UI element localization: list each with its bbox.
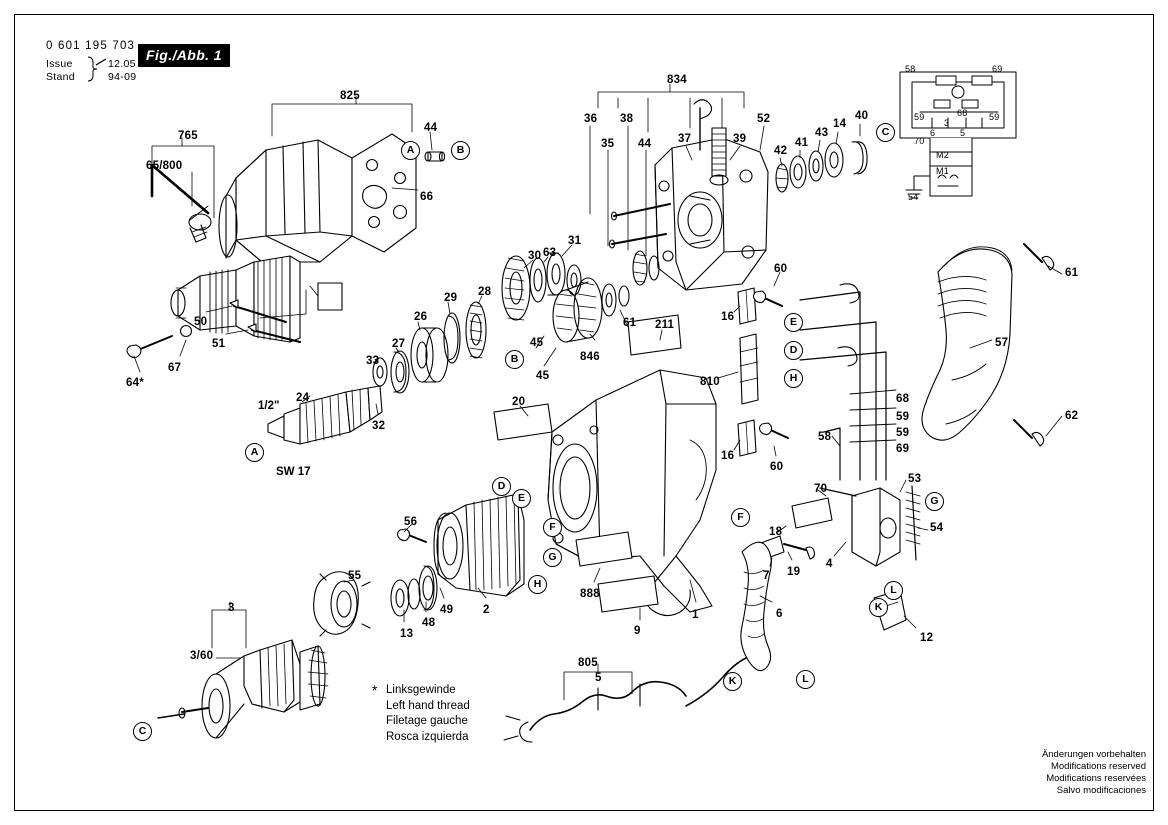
callout-letter-g: G [543, 548, 562, 567]
footnote-line-de: Linksgewinde [386, 684, 456, 696]
callout-765: 765 [178, 130, 198, 142]
schematic-pin-5: 5 [960, 128, 966, 138]
left-hand-thread-note [372, 682, 470, 745]
schematic-pin-6: 6 [930, 128, 936, 138]
schematic-label-68: 68 [957, 108, 968, 118]
callout-63: 63 [543, 247, 557, 259]
callout-48: 48 [422, 617, 436, 629]
spindle-assembly [268, 386, 382, 444]
fan-cover-and-washers [314, 566, 437, 636]
callout-61: 61 [623, 317, 637, 329]
callout-12: 12 [920, 632, 934, 644]
wiring-schematic [900, 72, 1016, 198]
callout-810: 810 [700, 376, 720, 388]
callout-211: 211 [655, 319, 675, 331]
callout-28: 28 [478, 286, 492, 298]
label-sw17: SW 17 [276, 466, 311, 478]
schematic-label-69: 69 [992, 64, 1003, 74]
callout-letter-l: L [796, 670, 815, 689]
callout-letter-l: L [884, 581, 903, 600]
callout-9: 9 [634, 625, 641, 637]
schematic-pin-3: 3 [944, 118, 950, 128]
callout-19: 19 [787, 566, 801, 578]
callout-43: 43 [815, 127, 829, 139]
callout-59: 59 [896, 411, 910, 423]
callout-2: 2 [483, 604, 490, 616]
callout-45: 45 [530, 337, 544, 349]
figure-label: Fig./Abb. 1 [138, 44, 230, 67]
callout-letter-h: H [528, 575, 547, 594]
callout-letter-d: D [784, 341, 803, 360]
callout-letter-f: F [731, 508, 750, 527]
callout-16: 16 [721, 450, 735, 462]
callout-13: 13 [400, 628, 414, 640]
callout-letter-h: H [784, 369, 803, 388]
issue-label: Issue [46, 58, 73, 70]
callout-14: 14 [833, 118, 847, 130]
schematic-label-58: 58 [905, 64, 916, 74]
power-cord [504, 542, 771, 742]
callout-38: 38 [620, 113, 634, 125]
callout-letter-b: B [505, 350, 524, 369]
callout-62: 62 [1065, 410, 1079, 422]
callout-letter-k: K [869, 598, 888, 617]
callout-39: 39 [733, 133, 747, 145]
callout-66: 66 [420, 191, 434, 203]
callout-3: 3 [228, 602, 235, 614]
callout-letter-e: E [784, 313, 803, 332]
callout-29: 29 [444, 292, 458, 304]
footnote-line-en: Left hand thread [386, 699, 470, 712]
schematic-label-54: 54 [908, 192, 919, 202]
callout-45: 45 [536, 370, 550, 382]
callout-27: 27 [392, 338, 406, 350]
callout-5: 5 [595, 672, 602, 684]
callout-letter-f: F [543, 518, 562, 537]
callout-26: 26 [414, 311, 428, 323]
callout-60: 60 [774, 263, 788, 275]
callout-44: 44 [638, 138, 652, 150]
callout-53: 53 [908, 473, 922, 485]
callout-61: 61 [1065, 267, 1079, 279]
schematic-label-70: 70 [914, 136, 925, 146]
callout-52: 52 [757, 113, 771, 125]
rights-line-fr: Modifications reservées [1046, 773, 1146, 784]
callout-69: 69 [896, 443, 910, 455]
intermediate-gears [502, 253, 629, 342]
callout-51: 51 [212, 338, 226, 350]
callout-35: 35 [601, 138, 615, 150]
callout-70: 70 [814, 483, 828, 495]
stand-value: 94-09 [108, 70, 137, 83]
callout-4: 4 [826, 558, 833, 570]
callout-40: 40 [855, 110, 869, 122]
callout-44: 44 [424, 122, 438, 134]
callout-67: 67 [168, 362, 182, 374]
footnote-asterisk: * [372, 682, 378, 698]
callout-60: 60 [770, 461, 784, 473]
callout-56: 56 [404, 516, 418, 528]
callout-65800: 65/800 [146, 160, 183, 172]
callout-20: 20 [512, 396, 526, 408]
callout-834: 834 [667, 74, 687, 86]
callout-letter-c: C [876, 123, 895, 142]
callout-888: 888 [580, 588, 600, 600]
callout-64: 64* [126, 377, 144, 389]
callout-letter-a: A [401, 141, 420, 160]
callout-letter-k: K [723, 672, 742, 691]
stand-label: Stand [46, 70, 75, 83]
callout-58: 58 [818, 431, 832, 443]
callout-7: 7 [763, 570, 770, 582]
label-half-inch: 1/2" [258, 400, 280, 412]
rights-line-es: Salvo modificaciones [1056, 785, 1146, 796]
callout-16: 16 [721, 311, 735, 323]
callout-825: 825 [340, 90, 360, 102]
schematic-label-59-left: 59 [914, 112, 925, 122]
issue-value: 12.05 [108, 58, 136, 70]
callout-letter-b: B [451, 141, 470, 160]
callout-49: 49 [440, 604, 454, 616]
callout-805: 805 [578, 657, 598, 669]
callout-54: 54 [930, 522, 944, 534]
footnote-line-fr: Filetage gauche [386, 715, 468, 727]
callout-41: 41 [795, 137, 809, 149]
motor-housing [494, 315, 716, 616]
part-number: 0 601 195 703 [46, 40, 136, 52]
callout-letter-g: G [925, 492, 944, 511]
callout-letter-e: E [512, 489, 531, 508]
rights-line-de: Änderungen vorbehalten [1041, 749, 1146, 760]
callout-846: 846 [580, 351, 600, 363]
schematic-label-59-right: 59 [989, 112, 1000, 122]
callout-letter-c: C [133, 722, 152, 741]
callout-36: 36 [584, 113, 598, 125]
schematic-label-m1: M1 [936, 166, 949, 176]
callout-32: 32 [372, 420, 386, 432]
callout-37: 37 [678, 133, 692, 145]
callout-57: 57 [995, 337, 1009, 349]
schematic-label-m2: M2 [936, 150, 949, 160]
washer-stack [373, 302, 486, 393]
rights-line-en: Modifications reserved [1050, 761, 1146, 772]
callout-68: 68 [896, 393, 910, 405]
armature [158, 640, 328, 738]
rights-notice [1042, 749, 1146, 797]
callout-6: 6 [776, 608, 783, 620]
footnote-line-es: Rosca izquierda [386, 730, 469, 743]
callout-42: 42 [774, 145, 788, 157]
callout-31: 31 [568, 235, 582, 247]
callout-30: 30 [528, 250, 542, 262]
callout-letter-a: A [245, 443, 264, 462]
callout-1: 1 [692, 609, 699, 621]
callout-360: 3/60 [190, 650, 214, 662]
callout-59: 59 [896, 427, 910, 439]
callout-50: 50 [194, 316, 208, 328]
callout-18: 18 [769, 526, 783, 538]
callout-letter-d: D [492, 477, 511, 496]
handle-half [922, 244, 1054, 446]
callout-55: 55 [348, 570, 362, 582]
callout-24: 24 [296, 392, 310, 404]
callout-33: 33 [366, 355, 380, 367]
